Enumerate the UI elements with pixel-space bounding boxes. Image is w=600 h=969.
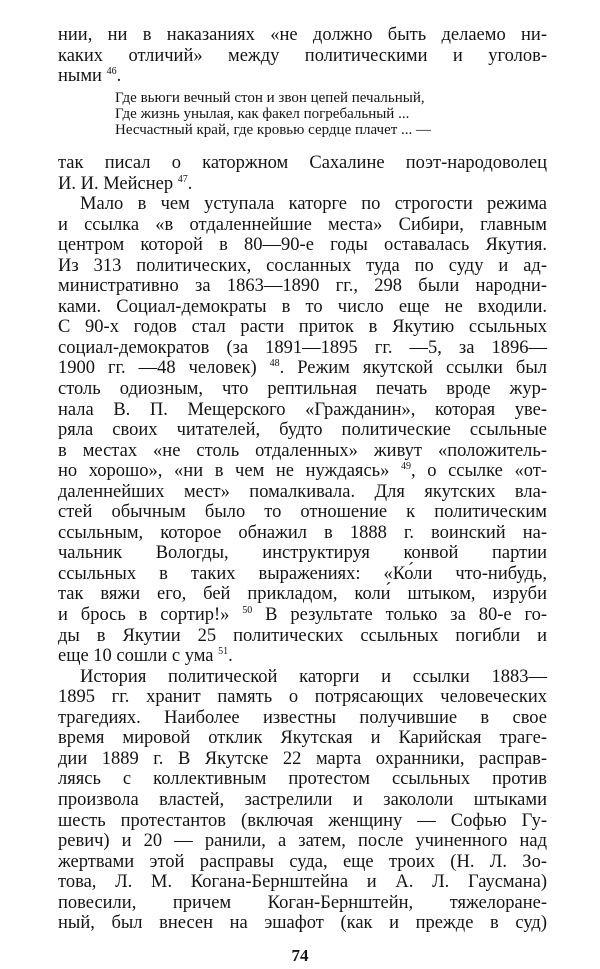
text-line xyxy=(58,749,547,770)
text-line xyxy=(58,153,547,174)
text-run: История политической каторги и ссылки 1883— xyxy=(80,666,547,687)
text-line xyxy=(58,420,547,441)
text-run: това, Л. М. Когана-Бернштейна и А. Л. Гаусмана) xyxy=(58,872,547,893)
text-run: стей обычным было то отношение к политическим xyxy=(58,502,547,523)
text-run: шесть протестантов (включая женщину — Софью Гу- xyxy=(58,810,547,831)
verse-quote xyxy=(115,90,535,138)
text-line xyxy=(115,122,535,138)
paragraph xyxy=(58,25,547,87)
text-line xyxy=(58,831,547,852)
text-run: повесили, причем Коган-Бернштейн, тяжелоране- xyxy=(58,892,547,913)
text-line xyxy=(58,728,547,749)
footnote-marker: 49 xyxy=(400,461,411,473)
text-line xyxy=(58,584,547,605)
text-run: ными xyxy=(58,66,107,87)
text-block-top xyxy=(58,25,547,87)
text-line xyxy=(58,66,547,87)
text-run: нии, ни в наказаниях «не должно быть делаемо ни- xyxy=(58,25,547,45)
text-line xyxy=(58,174,547,195)
text-run: . Режим якутской ссылки был xyxy=(279,358,547,379)
text-run: , о ссылке «от- xyxy=(410,461,548,482)
footnote-marker: 47 xyxy=(177,173,188,185)
text-run: жертвами этой расправы суда, еще троих (Н. Л. Зо- xyxy=(58,851,547,872)
text-block-main xyxy=(58,153,547,934)
text-line xyxy=(58,482,547,503)
text-line xyxy=(58,317,547,338)
text-run: дии 1889 г. В Якутске 22 марта охранники, расправ- xyxy=(58,748,547,769)
paragraph xyxy=(58,194,547,667)
text-line xyxy=(115,106,535,122)
text-line xyxy=(58,708,547,729)
text-run: 1900 гг. —48 человек) xyxy=(58,358,270,379)
text-line xyxy=(58,626,547,647)
text-run: Где вьюги вечный стон и звон цепей печальный, xyxy=(115,90,425,106)
text-run: Из 313 политических, сосланных туда по суду и ад- xyxy=(58,255,547,276)
text-line xyxy=(58,769,547,790)
text-run: произвола властей, застрелили и закололи штыками xyxy=(58,789,547,810)
text-line xyxy=(58,256,547,277)
text-run: С 90-х годов стал расти приток в Якутию ссыльных xyxy=(58,317,547,338)
text-run: ревич) и 20 — ранили, а затем, после учиненного над xyxy=(58,831,547,852)
text-line xyxy=(58,25,547,46)
text-line xyxy=(58,441,547,462)
text-line xyxy=(58,811,547,832)
page-number: 74 xyxy=(291,946,309,965)
text-run: В результате только за 80-е го- xyxy=(252,605,547,626)
footnote-marker: 48 xyxy=(269,358,280,370)
text-line xyxy=(115,90,535,106)
text-line xyxy=(58,400,547,421)
text-run: так писал о каторжном Сахалине поэт-народоволец xyxy=(58,153,547,173)
text-run: . xyxy=(116,66,122,87)
text-line xyxy=(58,790,547,811)
text-line xyxy=(58,338,547,359)
text-run: ляясь с коллективным протестом ссыльных против xyxy=(58,769,547,790)
text-line xyxy=(58,276,547,297)
text-run: трагедиях. Наиболее известны получившие в свое xyxy=(58,707,547,728)
text-line xyxy=(58,379,547,400)
text-run: ряла своих читателей, будто политические ссыльные xyxy=(58,420,547,441)
text-run: даленнейших мест» помалкивала. Для якутских вла- xyxy=(58,481,547,502)
text-run: ссыльных в таких выражениях: «Ко́ли что-нибудь, xyxy=(58,563,547,584)
text-run: так вяжи его, бей прикладом, коли́ штыком, изруби xyxy=(58,584,547,605)
text-run: ссыльным, которое обнажил в 1888 г. воинский на- xyxy=(58,522,547,543)
footnote-marker: 51 xyxy=(218,646,229,658)
text-run: ды в Якутии 25 политических ссыльных погибли и xyxy=(58,625,547,646)
paragraph xyxy=(58,153,547,194)
text-line xyxy=(58,297,547,318)
text-line xyxy=(58,502,547,523)
text-line xyxy=(58,852,547,873)
text-run: время мировой отклик Якутская и Карийская траге- xyxy=(58,728,547,749)
text-run: столь одиозным, что рептильная печать вроде жур- xyxy=(58,379,547,400)
text-line xyxy=(58,523,547,544)
text-run: и ссылка «в отдаленнейшие места» Сибири, главным xyxy=(58,214,547,235)
text-line xyxy=(58,235,547,256)
text-run: в местах «не столь отдаленных» живут «положитель- xyxy=(58,440,547,461)
text-run: чальник Вологды, инструктируя конвой партии xyxy=(58,543,547,564)
text-line xyxy=(58,893,547,914)
text-line xyxy=(58,358,547,379)
text-line xyxy=(58,461,547,482)
text-line xyxy=(58,913,547,934)
text-line xyxy=(58,667,547,688)
text-line xyxy=(58,605,547,626)
text-run: ками. Социал-демократы в то число еще не входили. xyxy=(58,296,547,317)
paragraph xyxy=(58,667,547,934)
text-line xyxy=(58,194,547,215)
text-line xyxy=(58,564,547,585)
text-run: социал-демократов (за 1891—1895 гг. —5, за 1896— xyxy=(58,337,547,358)
text-run: Где жизнь унылая, как факел погребальный ... xyxy=(115,106,410,122)
text-run: 1895 гг. хранит память о потрясающих человеческих xyxy=(58,687,547,708)
text-line xyxy=(58,46,547,67)
text-run: каких отличий» между политическими и уголов- xyxy=(58,45,547,66)
footnote-marker: 50 xyxy=(242,605,253,617)
text-run: нала В. П. Мещерского «Гражданин», которая уве- xyxy=(58,399,547,420)
text-run: И. И. Мейснер xyxy=(58,173,178,194)
footnote-marker: 46 xyxy=(106,66,117,78)
text-line xyxy=(58,646,547,667)
text-run: Мало в чем уступала каторге по строгости режима xyxy=(80,194,547,215)
text-line xyxy=(58,687,547,708)
text-run: еще 10 сошли с ума xyxy=(58,646,219,667)
text-run: и брось в сортир!» xyxy=(58,605,243,626)
text-run: но хорошо», «ни в чем не нуждаясь» xyxy=(58,461,401,482)
text-line xyxy=(58,215,547,236)
text-line xyxy=(58,872,547,893)
text-run: . xyxy=(187,173,193,194)
text-run: ный, был внесен на эшафот (как и прежде в суд) xyxy=(58,913,547,934)
text-run: . xyxy=(228,646,233,667)
paragraph xyxy=(115,90,535,138)
text-run: Несчастный край, где кровью сердце плачет ... — xyxy=(115,122,432,138)
text-run: министративно за 1863—1890 гг., 298 были народни- xyxy=(58,276,547,297)
text-line xyxy=(58,543,547,564)
text-run: центром которой в 80—90-е годы оставалась Якутия. xyxy=(58,235,547,256)
